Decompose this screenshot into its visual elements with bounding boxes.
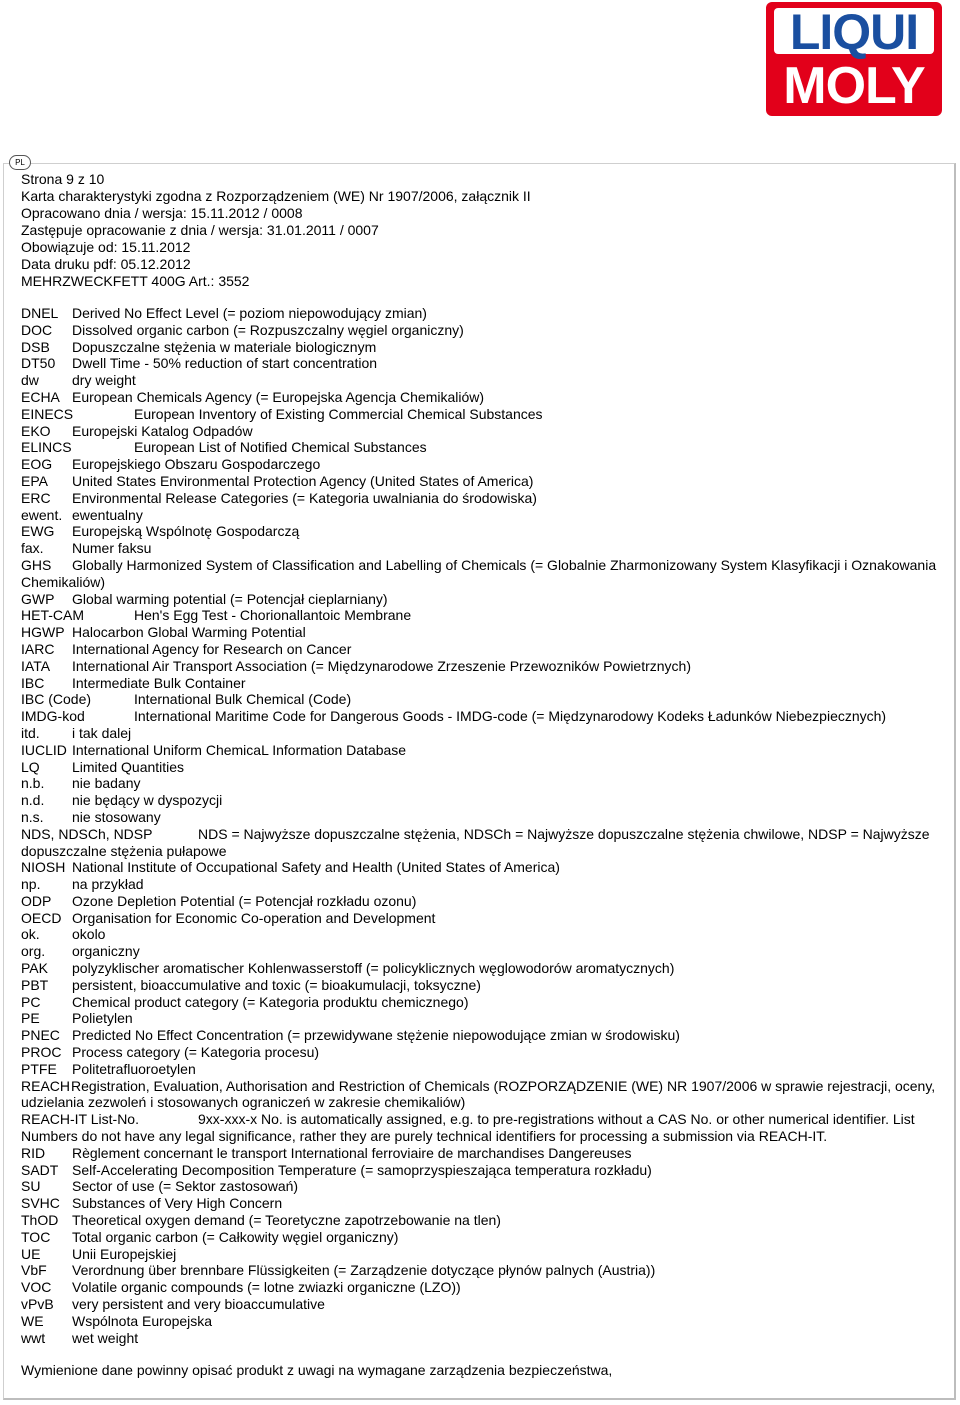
abbreviation-term: dw: [21, 372, 39, 389]
abbreviation-row: [21, 1061, 946, 1078]
abbreviation-term: EKO: [21, 422, 51, 439]
abbreviation-definition: Halocarbon Global Warming Potential: [72, 624, 306, 641]
abbreviation-definition: 9xx-xxx-x No. is automatically assigned, e.g. to pre-registrations without a CAS No. or other numerical identifier. List Numbers do not have any legal significance, rather they are purely technical identifiers for processing a submission via REACH-IT.: [21, 1111, 915, 1145]
abbreviation-row: [21, 859, 946, 876]
abbreviation-row: [21, 406, 946, 423]
abbreviation-term: n.d.: [21, 792, 45, 809]
abbreviation-definition: National Institute of Occupational Safety and Health (United States of America): [72, 859, 560, 876]
abbreviation-definition: International Bulk Chemical (Code): [134, 691, 352, 708]
abbreviation-definition: Politetrafluoroetylen: [72, 1060, 196, 1077]
abbreviation-row: [21, 339, 946, 356]
valid-from-line: Obowiązuje od: 15.11.2012: [21, 239, 191, 255]
abbreviation-term: REACH-IT List-No.: [21, 1111, 139, 1128]
abbreviation-definition: European Chemicals Agency (= Europejska Agencja Chemikaliów): [72, 388, 485, 405]
abbreviation-row: [21, 1027, 946, 1044]
document-header: [21, 171, 531, 290]
abbreviation-term: ok.: [21, 926, 40, 943]
abbreviation-row: [21, 355, 946, 372]
abbreviation-row: [21, 372, 946, 389]
abbreviation-term: DOC: [21, 321, 53, 338]
abbreviation-definition: United States Environmental Protection Agency (United States of America): [72, 472, 534, 489]
abbreviation-row: [21, 1078, 946, 1112]
abbreviation-row: [21, 389, 946, 406]
abbreviation-definition: Theoretical oxygen demand (= Teoretyczne zapotrzebowanie na tlen): [72, 1212, 501, 1229]
abbreviation-definition: International Maritime Code for Dangerous Goods - IMDG-code (= Międzynarodowy Kodeks Ładunków Niebezpiecznych): [134, 708, 887, 725]
abbreviation-term: PBT: [21, 976, 49, 993]
abbreviation-row: [21, 691, 946, 708]
abbreviation-row: [21, 1296, 946, 1313]
abbreviation-term: NDS, NDSCh, NDSP: [21, 825, 153, 842]
abbreviation-term: UE: [21, 1245, 41, 1262]
abbreviation-definition: dry weight: [72, 372, 136, 389]
abbreviation-term: np.: [21, 876, 41, 893]
abbreviation-term: DSB: [21, 338, 50, 355]
abbreviation-row: [21, 540, 946, 557]
abbreviation-term: DNEL: [21, 305, 59, 321]
abbreviation-term: TOC: [21, 1228, 51, 1245]
abbreviation-term: VOC: [21, 1279, 52, 1296]
abbreviation-term: itd.: [21, 724, 40, 741]
liqui-moly-logo: [766, 2, 942, 116]
abbreviation-definition: Substances of Very High Concern: [72, 1195, 283, 1212]
abbreviation-term: EINECS: [21, 405, 74, 422]
language-badge: PL: [9, 155, 31, 170]
abbreviation-term: PE: [21, 1010, 40, 1027]
abbreviation-term: WE: [21, 1312, 44, 1329]
abbreviation-list: [21, 305, 946, 1346]
abbreviation-row: [21, 910, 946, 927]
abbreviation-row: [21, 759, 946, 776]
abbreviation-definition: Predicted No Effect Concentration (= przewidywane stężenie niepowodujące zmian w środowisku): [72, 1027, 680, 1044]
abbreviation-term: IUCLID: [21, 741, 67, 758]
abbreviation-term: SADT: [21, 1161, 59, 1178]
abbreviation-definition: Self-Accelerating Decomposition Temperature (= samoprzyspieszająca temperatura rozkładu): [72, 1161, 652, 1178]
abbreviation-row: [21, 1330, 946, 1347]
abbreviation-definition: persistent, bioaccumulative and toxic (= bioakumulacji, toksyczne): [72, 976, 481, 993]
abbreviation-definition: Dissolved organic carbon (= Rozpuszczalny węgiel organiczny): [72, 321, 464, 338]
abbreviation-term: ODP: [21, 892, 52, 909]
abbreviation-term: IARC: [21, 640, 55, 657]
abbreviation-definition: Dopuszczalne stężenia w materiale biologicznym: [72, 338, 377, 355]
abbreviation-row: [21, 1313, 946, 1330]
abbreviation-row: [21, 1246, 946, 1263]
abbreviation-term: n.b.: [21, 775, 45, 792]
document-title: Karta charakterystyki zgodna z Rozporządzeniem (WE) Nr 1907/2006, załącznik II: [21, 188, 531, 204]
print-date-line: Data druku pdf: 05.12.2012: [21, 256, 191, 272]
product-line: MEHRZWECKFETT 400G Art.: 3552: [21, 273, 250, 289]
replaces-line: Zastępuje opracowanie z dnia / wersja: 31.01.2011 / 0007: [21, 222, 379, 238]
abbreviation-row: [21, 960, 946, 977]
abbreviation-term: n.s.: [21, 808, 44, 825]
abbreviation-term: LQ: [21, 758, 40, 775]
abbreviation-row: [21, 1262, 946, 1279]
abbreviation-term: ECHA: [21, 388, 60, 405]
abbreviation-term: PTFE: [21, 1060, 57, 1077]
footer-note: Wymienione dane powinny opisać produkt z uwagi na wymagane zarządzenia bezpieczeństwa,: [21, 1362, 613, 1378]
abbreviation-row: [21, 926, 946, 943]
abbreviation-definition: nie badany: [72, 775, 141, 792]
abbreviation-definition: European Inventory of Existing Commercial Chemical Substances: [134, 405, 543, 422]
abbreviation-definition: Europejską Wspólnotę Gospodarczą: [72, 523, 300, 540]
abbreviation-definition: i tak dalej: [72, 724, 132, 741]
abbreviation-row: [21, 742, 946, 759]
abbreviation-row: [21, 994, 946, 1011]
abbreviation-term: IBC: [21, 674, 45, 691]
abbreviation-row: [21, 1010, 946, 1027]
abbreviation-row: [21, 893, 946, 910]
abbreviation-row: [21, 607, 946, 624]
abbreviation-definition: Dwell Time - 50% reduction of start concentration: [72, 355, 378, 372]
abbreviation-definition: Globally Harmonized System of Classification and Labelling of Chemicals (= Globalnie Zharmonizowany System Klasyfikacji i Oznakowania Chemikaliów): [21, 556, 937, 590]
abbreviation-definition: nie stosowany: [72, 808, 161, 825]
abbreviation-definition: European List of Notified Chemical Substances: [134, 439, 427, 456]
abbreviation-row: [21, 1044, 946, 1061]
abbreviation-definition: Europejski Katalog Odpadów: [72, 422, 253, 439]
abbreviation-term: OECD: [21, 909, 62, 926]
abbreviation-row: [21, 305, 946, 322]
abbreviation-definition: International Air Transport Association (= Międzynarodowe Zrzeszenie Przewozników Powietrznych): [72, 657, 692, 674]
abbreviation-term: REACH: [21, 1077, 71, 1094]
abbreviation-term: EPA: [21, 472, 48, 489]
abbreviation-term: HGWP: [21, 624, 65, 641]
abbreviation-row: [21, 1195, 946, 1212]
abbreviation-definition: Intermediate Bulk Container: [72, 674, 246, 691]
abbreviation-row: [21, 1212, 946, 1229]
abbreviation-definition: Derived No Effect Level (= poziom niepowodujący zmian): [72, 305, 427, 321]
abbreviation-definition: na przykład: [72, 876, 144, 893]
abbreviation-definition: Wspólnota Europejska: [72, 1312, 213, 1329]
abbreviation-row: [21, 1162, 946, 1179]
abbreviation-definition: Europejskiego Obszaru Gospodarczego: [72, 456, 321, 473]
abbreviation-term: GWP: [21, 590, 55, 607]
abbreviation-row: [21, 876, 946, 893]
abbreviation-term: ELINCS: [21, 439, 72, 456]
abbreviation-term: ewent.: [21, 506, 63, 523]
abbreviation-term: ThOD: [21, 1212, 59, 1229]
abbreviation-term: HET-CAM: [21, 607, 84, 624]
abbreviation-term: fax.: [21, 540, 44, 557]
abbreviation-definition: Ozone Depletion Potential (= Potencjał rozkładu ozonu): [72, 892, 417, 909]
abbreviation-row: [21, 423, 946, 440]
abbreviation-definition: Règlement concernant le transport International ferroviaire de marchandises Dangereuses: [72, 1144, 632, 1161]
abbreviation-row: [21, 507, 946, 524]
abbreviation-definition: Organisation for Economic Co-operation and Development: [72, 909, 436, 926]
abbreviation-definition: Chemical product category (= Kategoria produktu chemicznego): [72, 993, 469, 1010]
abbreviation-definition: Numer faksu: [72, 540, 152, 557]
abbreviation-definition: Environmental Release Categories (= Kategoria uwalniania do środowiska): [72, 489, 537, 506]
abbreviation-term: EOG: [21, 456, 53, 473]
abbreviation-row: [21, 473, 946, 490]
abbreviation-term: vPvB: [21, 1296, 54, 1313]
abbreviation-row: [21, 591, 946, 608]
abbreviation-definition: ewentualny: [72, 506, 143, 523]
abbreviation-definition: polyzyklischer aromatischer Kohlenwasserstoff (= policyklicznych węglowodorów aromatycznych): [72, 960, 675, 977]
abbreviation-row: [21, 977, 946, 994]
abbreviation-definition: very persistent and very bioaccumulative: [72, 1296, 325, 1313]
abbreviation-row: [21, 439, 946, 456]
abbreviation-definition: International Agency for Research on Cancer: [72, 640, 352, 657]
abbreviation-term: IATA: [21, 657, 51, 674]
abbreviation-row: [21, 675, 946, 692]
abbreviation-definition: Polietylen: [72, 1010, 133, 1027]
logo-line-1: LIQUI: [774, 8, 934, 54]
abbreviation-term: ERC: [21, 489, 51, 506]
abbreviation-definition: Global warming potential (= Potencjał cieplarniany): [72, 590, 388, 607]
abbreviation-row: [21, 490, 946, 507]
abbreviation-row: [21, 1111, 946, 1145]
logo-line-2: MOLY: [783, 57, 925, 115]
abbreviation-definition: Sector of use (= Sektor zastosowań): [72, 1178, 299, 1195]
abbreviation-term: org.: [21, 943, 46, 960]
abbreviation-term: wwt: [21, 1329, 46, 1346]
version-line: Opracowano dnia / wersja: 15.11.2012 / 0008: [21, 205, 303, 221]
abbreviation-definition: Total organic carbon (= Całkowity węgiel organiczny): [72, 1228, 399, 1245]
abbreviation-row: [21, 1178, 946, 1195]
abbreviation-definition: Hen's Egg Test - Chorionallantoic Membrane: [134, 607, 412, 624]
abbreviation-row: [21, 1279, 946, 1296]
abbreviation-term: NIOSH: [21, 859, 66, 876]
abbreviation-row: [21, 809, 946, 826]
abbreviation-definition: wet weight: [72, 1329, 139, 1346]
abbreviation-definition: Process category (= Kategoria procesu): [72, 1044, 320, 1061]
abbreviation-definition: Volatile organic compounds (= lotne zwiazki organiczne (LZO)): [72, 1279, 461, 1296]
abbreviation-row: [21, 826, 946, 860]
abbreviation-row: [21, 943, 946, 960]
abbreviation-row: [21, 792, 946, 809]
abbreviation-term: DT50: [21, 355, 56, 372]
abbreviation-term: GHS: [21, 556, 52, 573]
abbreviation-row: [21, 725, 946, 742]
abbreviation-term: IMDG-kod: [21, 708, 85, 725]
abbreviation-row: [21, 775, 946, 792]
abbreviation-row: [21, 624, 946, 641]
abbreviation-definition: nie będący w dyspozycji: [72, 792, 223, 809]
abbreviation-row: [21, 322, 946, 339]
abbreviation-row: [21, 658, 946, 675]
abbreviation-term: PROC: [21, 1044, 62, 1061]
abbreviation-term: EWG: [21, 523, 55, 540]
page-number: Strona 9 z 10: [21, 171, 105, 187]
abbreviation-definition: Limited Quantities: [72, 758, 185, 775]
abbreviation-term: PNEC: [21, 1027, 60, 1044]
abbreviation-row: [21, 1229, 946, 1246]
abbreviation-definition: Verordnung über brennbare Flüssigkeiten (= Zarządzenie dotyczące płynów palnych (Austria)): [72, 1262, 656, 1279]
abbreviation-row: [21, 708, 946, 725]
abbreviation-term: IBC (Code): [21, 691, 92, 708]
abbreviation-term: VbF: [21, 1262, 47, 1279]
abbreviation-definition: Unii Europejskiej: [72, 1245, 177, 1262]
abbreviation-row: [21, 523, 946, 540]
abbreviation-term: SVHC: [21, 1195, 60, 1212]
abbreviation-definition: NDS = Najwyższe dopuszczalne stężenia, NDSCh = Najwyższe dopuszczalne stężenia chwilowe, NDSP = Najwyższe dopuszczalne stężenia pułapowe: [21, 825, 930, 859]
abbreviation-term: SU: [21, 1178, 41, 1195]
abbreviation-definition: International Uniform ChemicaL Information Database: [72, 741, 407, 758]
abbreviation-row: [21, 641, 946, 658]
abbreviation-definition: okolo: [72, 926, 106, 943]
abbreviation-row: [21, 1145, 946, 1162]
abbreviation-term: PC: [21, 993, 41, 1010]
abbreviation-term: PAK: [21, 960, 48, 977]
abbreviation-row: [21, 456, 946, 473]
abbreviation-definition: Registration, Evaluation, Authorisation and Restriction of Chemicals (ROZPORZĄDZENIE (WE) NR 1907/2006 w sprawie rejestracji, oceny, udzielania zezwoleń i stosowanych ograniczeń w zakresie chemikaliów): [21, 1077, 936, 1111]
abbreviation-row: [21, 557, 946, 591]
abbreviation-term: RID: [21, 1144, 46, 1161]
abbreviation-definition: organiczny: [72, 943, 140, 960]
